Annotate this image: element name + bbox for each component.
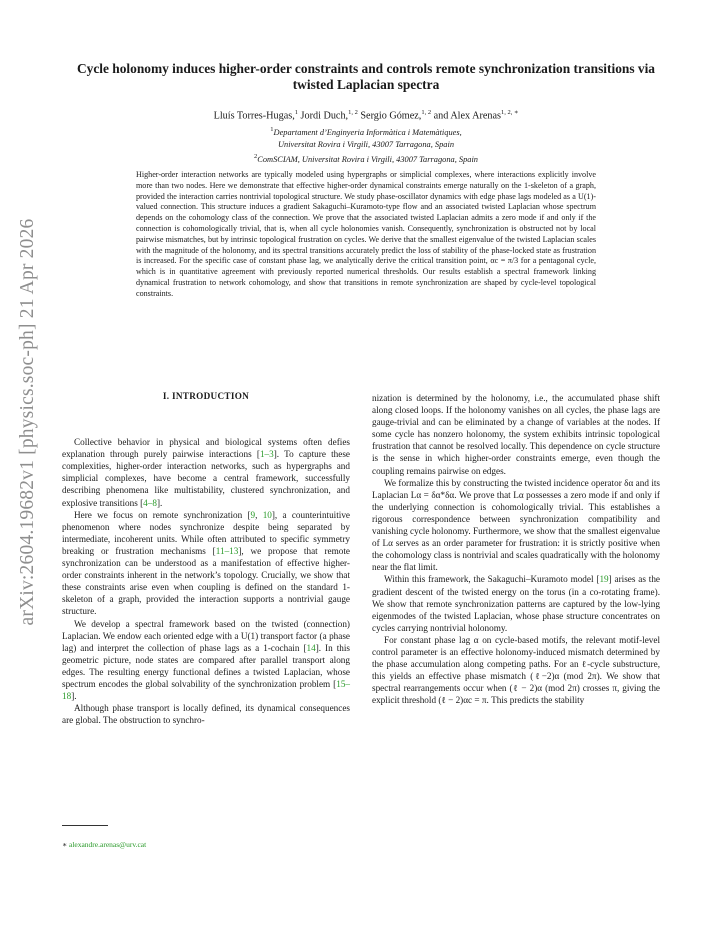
paper-title: Cycle holonomy induces higher-order constraints and controls remote synchronization transitions via twisted Laplacian spectra [76, 61, 656, 92]
citation-link[interactable]: 11–13 [215, 545, 239, 556]
text-run: ]. To capture these complexities, higher-order interaction networks, such as hypergraphs and simplicial complexes, have become a central framework, successfully describing phenomena like multistability, clustered synchronization, and explosive transitions [ [62, 449, 350, 508]
text-run: We formalize this by constructing the twisted incidence operator δα and its Laplacian Lα = δα*δα. We prove that Lα possesses a zero mode if and only if the underlying connection is cohomologically trivial. This establishes a rigorous correspondence between synchronization compatibility and vanishing cycle holonomy. Furthermore, we show that the smallest eigenvalue of Lα serves as an order parameter for frustration: it is strictly positive when the cohomology class is nontrivial and scales quadratically with the holonomy near the flat limit. [372, 477, 660, 573]
author-affiliation-mark: 1, 2 [421, 109, 432, 116]
citation-link[interactable]: 4–8 [143, 497, 157, 508]
abstract: Higher-order interaction networks are typically modeled using hypergraphs or simplicial complexes, where interactions explicitly involve more than two nodes. Here we demonstrate that effective higher-order dynamical constraints emerge naturally on the 1-skeleton of a graph, provided the interaction carries nontrivial topological structure. We study phase-oscillator dynamics with edge phase lags modeled as a U(1)-valued connection. This structure induces a gradient Sakaguchi–Kuramoto-type flow and an associated twisted Laplacian whose spectrum depends on the cohomology class of the connection. We prove that the associated twisted Laplacian admits a zero mode if and only if the connection is cohomologically trivial, that is, when all cycle holonomies vanish. Consequently, synchronization is obstructed not by local pairwise mismatches, but by intrinsic topological frustration on cycles. We derive that the smallest eigenvalue of the twisted Laplacian scales with the magnitude of the holonomy, and its spectral transitions accurately predict the loss of stability of the phase-locked state as frustration is increased. For the specific case of constant phase lag, we analytically derive the critical transition point, αc = π/3 for a pentagonal cycle, which is in quantitative agreement with previously reported numerical thresholds. Our results establish a spectral framework linking dynamical frustration to network cohomology, and show that transitions in remote synchronization are shaped by cycle-level topological constraints. [136, 170, 596, 298]
author-affiliation-mark: 1, 2, ∗ [500, 109, 519, 116]
text-run: nization is determined by the holonomy, i.e., the accumulated phase shift along closed loops. If the holonomy vanishes on all cycles, the phase lags are gauge-trivial and can be eliminated by a change of variables at the nodes. If some cycle has nonzero holonomy, the system exhibits intrinsic topological frustration that cannot be resolved locally. This dependence on cycle structure is the sense in which higher-order constraints emerge, even though the coupling remains pairwise on edges. [372, 393, 660, 476]
paragraph [62, 702, 350, 726]
affiliation-line: ComSCIAM, Universitat Rovira i Virgili, 43007 Tarragona, Spain [257, 154, 478, 164]
paragraph [62, 618, 350, 703]
citation-link[interactable]: 15–18 [62, 678, 350, 702]
footnote-divider [62, 825, 108, 826]
affiliation-mark: 2 [254, 152, 258, 160]
author-name: and Alex Arenas [433, 110, 501, 122]
paragraph [62, 509, 350, 618]
footnote [62, 840, 146, 849]
arxiv-identifier-sidebar [2, 172, 54, 672]
author-name: Jordi Duch, [300, 110, 349, 122]
text-run: ], a counterintuitive phenomenon where nodes synchronize despite being separated by intermediate, incoherent units. While often attributed to specific symmetry breaking or frustration mechanisms [ [62, 509, 351, 556]
email-link[interactable]: alexandre.arenas@urv.cat [68, 840, 147, 849]
affiliation-mark: 1 [270, 126, 274, 133]
paragraph [372, 634, 660, 707]
paragraph [372, 392, 660, 477]
footnote-mark: ∗ [62, 840, 68, 849]
citation-link[interactable]: 9 [250, 509, 256, 520]
citation-link[interactable]: 19 [599, 574, 609, 585]
left-column [62, 390, 350, 726]
author-list [60, 108, 672, 121]
text-run: ], we propose that remote synchronization can be understood as a manifestation of effective higher-order constraints inherent in the network’s topology. Crucially, we show that these constraints arise even when coupling is defined on the standard 1-skeleton of a graph, provided the interaction supports a nontrivial gauge structure. [62, 545, 350, 617]
right-column [372, 392, 660, 706]
author-affiliation-mark: 1 [294, 109, 298, 116]
text-run: Collective behavior in physical and biological systems often defies explanation through purely pairwise interactions [ [62, 437, 350, 460]
affiliation-line: Departament d’Enginyeria Informàtica i Matemàtiques, [273, 127, 462, 137]
author-name: Sergio Gómez, [360, 110, 422, 122]
paragraph [372, 477, 660, 574]
arxiv-id: arXiv:2604.19682v1 [physics.soc-ph] 21 Apr 2026 [17, 218, 38, 626]
paragraph [372, 573, 660, 633]
paragraph [62, 436, 350, 509]
text-run: We develop a spectral framework based on the twisted (connection) Laplacian. We endow each oriented edge with a U(1) transport factor (a phase lag) and interpret the collection of phase lags as a 1-cochain [ [62, 618, 350, 653]
affiliation-line: Universitat Rovira i Virgili, 43007 Tarragona, Spain [277, 139, 455, 149]
affiliations [60, 124, 672, 166]
author-name: Lluís Torres-Hugas, [213, 110, 295, 122]
text-run: ]. In this geometric picture, node states are compared after parallel transport along edges. The resulting energy functional defines a twisted Laplacian, whose spectrum encodes the global solvability of the synchronization problem [ [62, 642, 350, 689]
text-run: ]. [71, 691, 77, 702]
text-run: Here we focus on remote synchronization [ [74, 509, 251, 520]
section-heading: I. INTRODUCTION [162, 391, 250, 401]
citation-link[interactable]: 14 [306, 642, 316, 653]
text-run: Although phase transport is locally defined, its dynamical consequences are global. The obstruction to synchro- [62, 703, 350, 726]
text-run: ]. [156, 497, 163, 508]
citation-link[interactable]: 1–3 [259, 449, 274, 460]
citation-link[interactable]: 10 [262, 509, 272, 520]
text-run: ] arises as the gradient descent of the twisted energy on the torus (in a co-rotating frame). We show that remote synchronization patterns are captured by the low-lying eigenmodes of the twisted Laplacian, whose phase structure concentrates on cycles carrying nontrivial holonomy. [372, 574, 661, 633]
text-run: , [255, 509, 263, 520]
author-affiliation-mark: 1, 2 [348, 109, 358, 116]
text-run: Within this framework, the Sakaguchi–Kuramoto model [ [384, 574, 600, 585]
text-run: For constant phase lag α on cycle-based motifs, the relevant motif-level control parameter is an effective holonomy-induced mismatch determined by the phase accumulation along competing paths. For an ℓ-cycle substructure, this yields an effective phase mismatch (ℓ−2)α (mod 2π). We show that spectral rearrangements occur when (ℓ − 2)α (mod 2π) crosses π, giving the explicit threshold (ℓ − 2)αc = π. This predicts the stability [372, 634, 660, 706]
